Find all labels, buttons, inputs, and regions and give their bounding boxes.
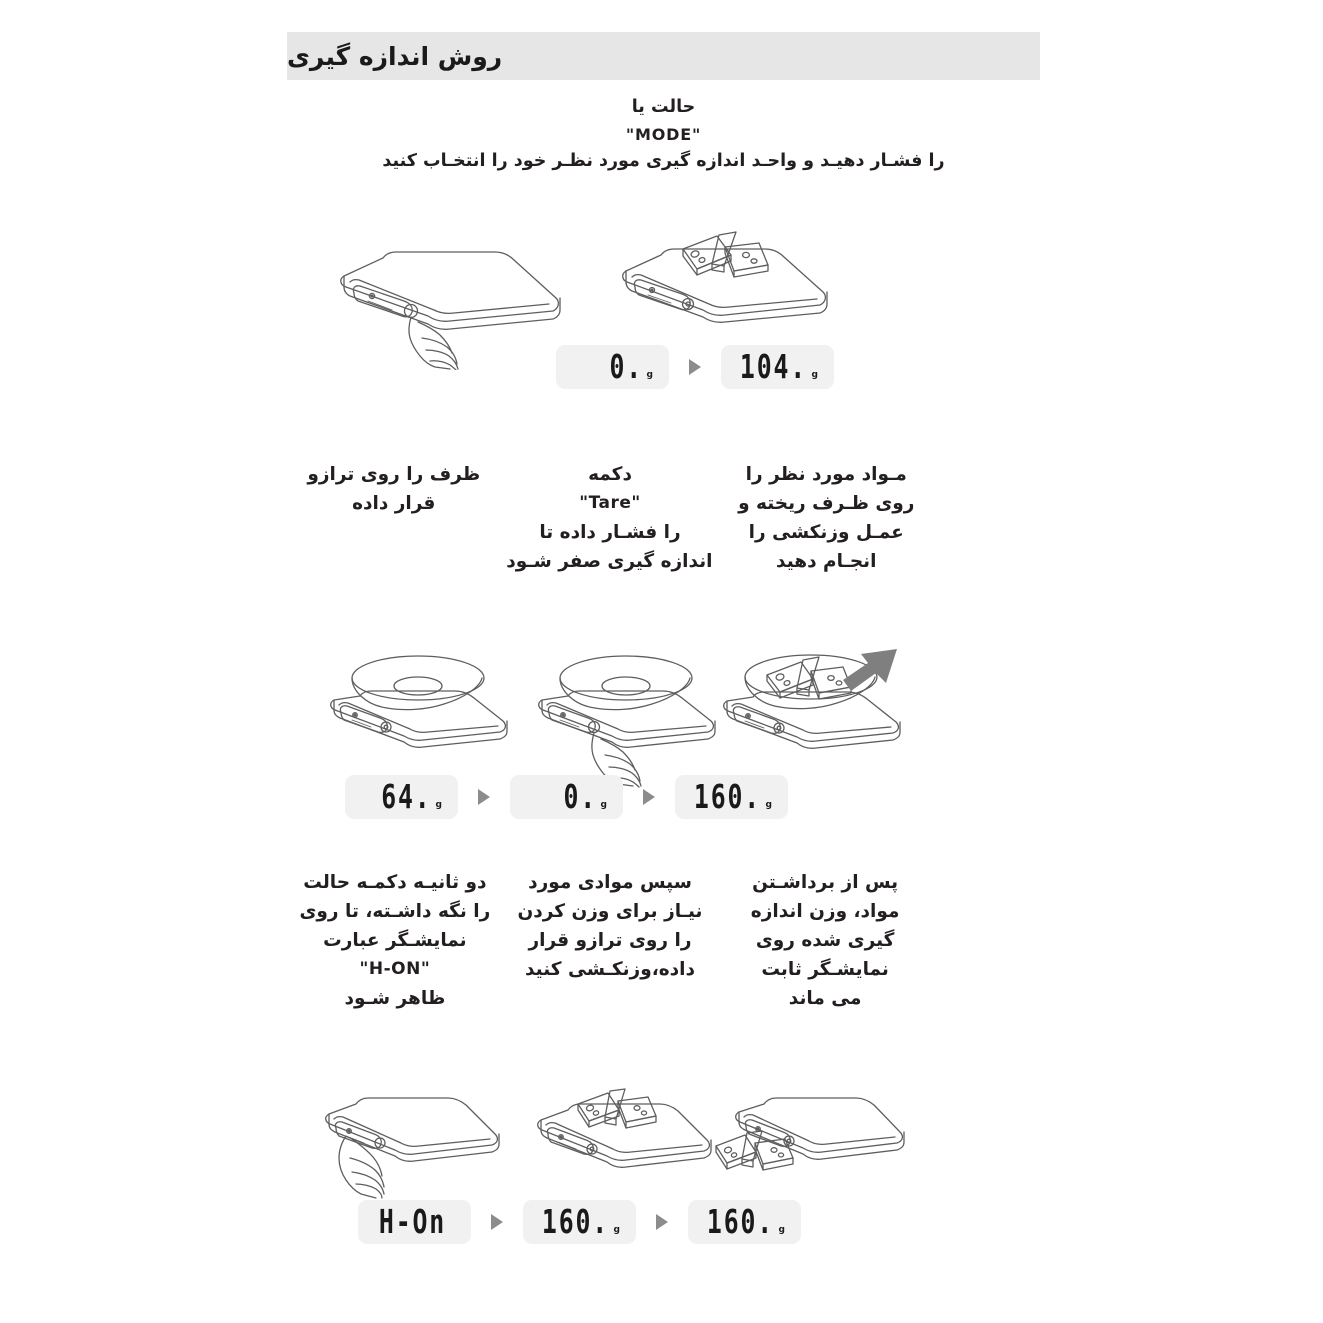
illustration-scale-with-cheese xyxy=(613,225,843,340)
caption-line: نمایشـگر ثابت xyxy=(761,959,889,980)
illustration-scale-press-button xyxy=(330,225,580,370)
intro-line-1: حالت یا xyxy=(631,97,696,117)
caption-line: مواد، وزن اندازه xyxy=(750,901,900,922)
lcd-value: 64. xyxy=(380,778,432,816)
arrow-right-icon xyxy=(656,1214,668,1230)
caption-line: ظرف را روی ترازو xyxy=(307,464,481,485)
lcd-display-3-3 xyxy=(688,1200,801,1244)
lcd-display-3-1 xyxy=(358,1200,471,1244)
caption-line: را روی ترازو قرار xyxy=(528,930,692,951)
caption-line-latin: "H-ON" xyxy=(359,959,431,979)
caption-line: را فشـار داده تا xyxy=(539,522,681,543)
lcd-value: H-On xyxy=(378,1203,447,1241)
lcd-unit: g xyxy=(765,800,772,810)
caption-row-1 xyxy=(280,460,940,576)
illustration-scale-press-hold-button xyxy=(318,1082,503,1212)
lcd-display-2-1 xyxy=(345,775,458,819)
intro-block xyxy=(287,94,1040,175)
lcd-row-1 xyxy=(556,345,834,389)
caption-line: سپس موادی مورد xyxy=(528,872,692,893)
caption-line: پس از برداشـتن xyxy=(752,872,899,893)
lcd-unit: g xyxy=(600,800,607,810)
lcd-unit xyxy=(449,1235,451,1244)
illustration-scale-bowl-remove-materials xyxy=(715,645,910,755)
caption-weight-stays xyxy=(710,868,940,1013)
page-title: روش اندازه گیری xyxy=(287,41,503,71)
lcd-display-2-3 xyxy=(675,775,788,819)
lcd-value: 0. xyxy=(563,778,598,816)
caption-line: اندازه گیری صفر شـود xyxy=(506,551,713,572)
caption-line: گیری شده روی xyxy=(755,930,895,951)
lcd-display-1-1 xyxy=(556,345,669,389)
caption-line: داده،وزنکـشی کنید xyxy=(525,959,695,980)
intro-line-mode: "MODE" xyxy=(625,125,702,144)
caption-line-latin: "Tare" xyxy=(579,493,641,513)
illustration-scale-cheese-removed xyxy=(712,1082,907,1197)
illustration-scale-bowl-press-button xyxy=(530,648,725,793)
lcd-display-1-2 xyxy=(721,345,834,389)
lcd-row-2 xyxy=(345,775,788,819)
caption-line: ظاهر شـود xyxy=(344,988,446,1009)
lcd-value: 160. xyxy=(693,778,761,816)
lcd-display-3-2 xyxy=(523,1200,636,1244)
lcd-unit: g xyxy=(613,1225,620,1235)
caption-line: را نگه داشـته، تا روی xyxy=(299,901,491,922)
lcd-value: 160. xyxy=(706,1203,774,1241)
lcd-unit: g xyxy=(778,1225,785,1235)
caption-line: نیـاز برای وزن کردن xyxy=(517,901,703,922)
caption-place-bowl xyxy=(280,460,508,576)
caption-line: نمایشـگر عبارت xyxy=(323,930,467,951)
caption-place-new-materials xyxy=(510,868,710,1013)
caption-line: عمـل وزنکشی را xyxy=(748,522,904,543)
caption-hold-mode-two-seconds xyxy=(280,868,510,1013)
illustration-scale-with-cheese-on-top xyxy=(530,1082,715,1187)
caption-line: دکمه xyxy=(588,464,632,485)
caption-line: انجـام دهید xyxy=(776,551,877,572)
caption-line: می ماند xyxy=(788,988,862,1009)
lcd-value: 160. xyxy=(541,1203,609,1241)
lcd-display-2-2 xyxy=(510,775,623,819)
arrow-right-icon xyxy=(689,359,701,375)
caption-line: دو ثانیـه دکمـه حالت xyxy=(303,872,487,893)
caption-press-tare xyxy=(508,460,713,576)
section-header-bar xyxy=(287,32,1040,80)
lcd-value: 0. xyxy=(609,348,644,386)
lcd-value: 104. xyxy=(739,348,807,386)
arrow-right-icon xyxy=(491,1214,503,1230)
lcd-unit: g xyxy=(435,800,442,810)
caption-line: قرار داده xyxy=(352,493,436,514)
caption-pour-materials xyxy=(713,460,941,576)
illustration-scale-with-bowl xyxy=(322,648,517,758)
intro-line-3: را فشـار دهیـد و واحـد اندازه گیری مورد نظـر خود را انتخـاب کنید xyxy=(382,151,945,171)
caption-row-2 xyxy=(280,868,940,1013)
caption-line: روی ظـرف ریخته و xyxy=(738,493,915,514)
arrow-right-icon xyxy=(478,789,490,805)
caption-line: مـواد مورد نظر را xyxy=(745,464,907,485)
lcd-unit: g xyxy=(811,370,818,380)
lcd-row-3 xyxy=(358,1200,801,1244)
arrow-right-icon xyxy=(643,789,655,805)
lcd-unit: g xyxy=(646,370,653,380)
